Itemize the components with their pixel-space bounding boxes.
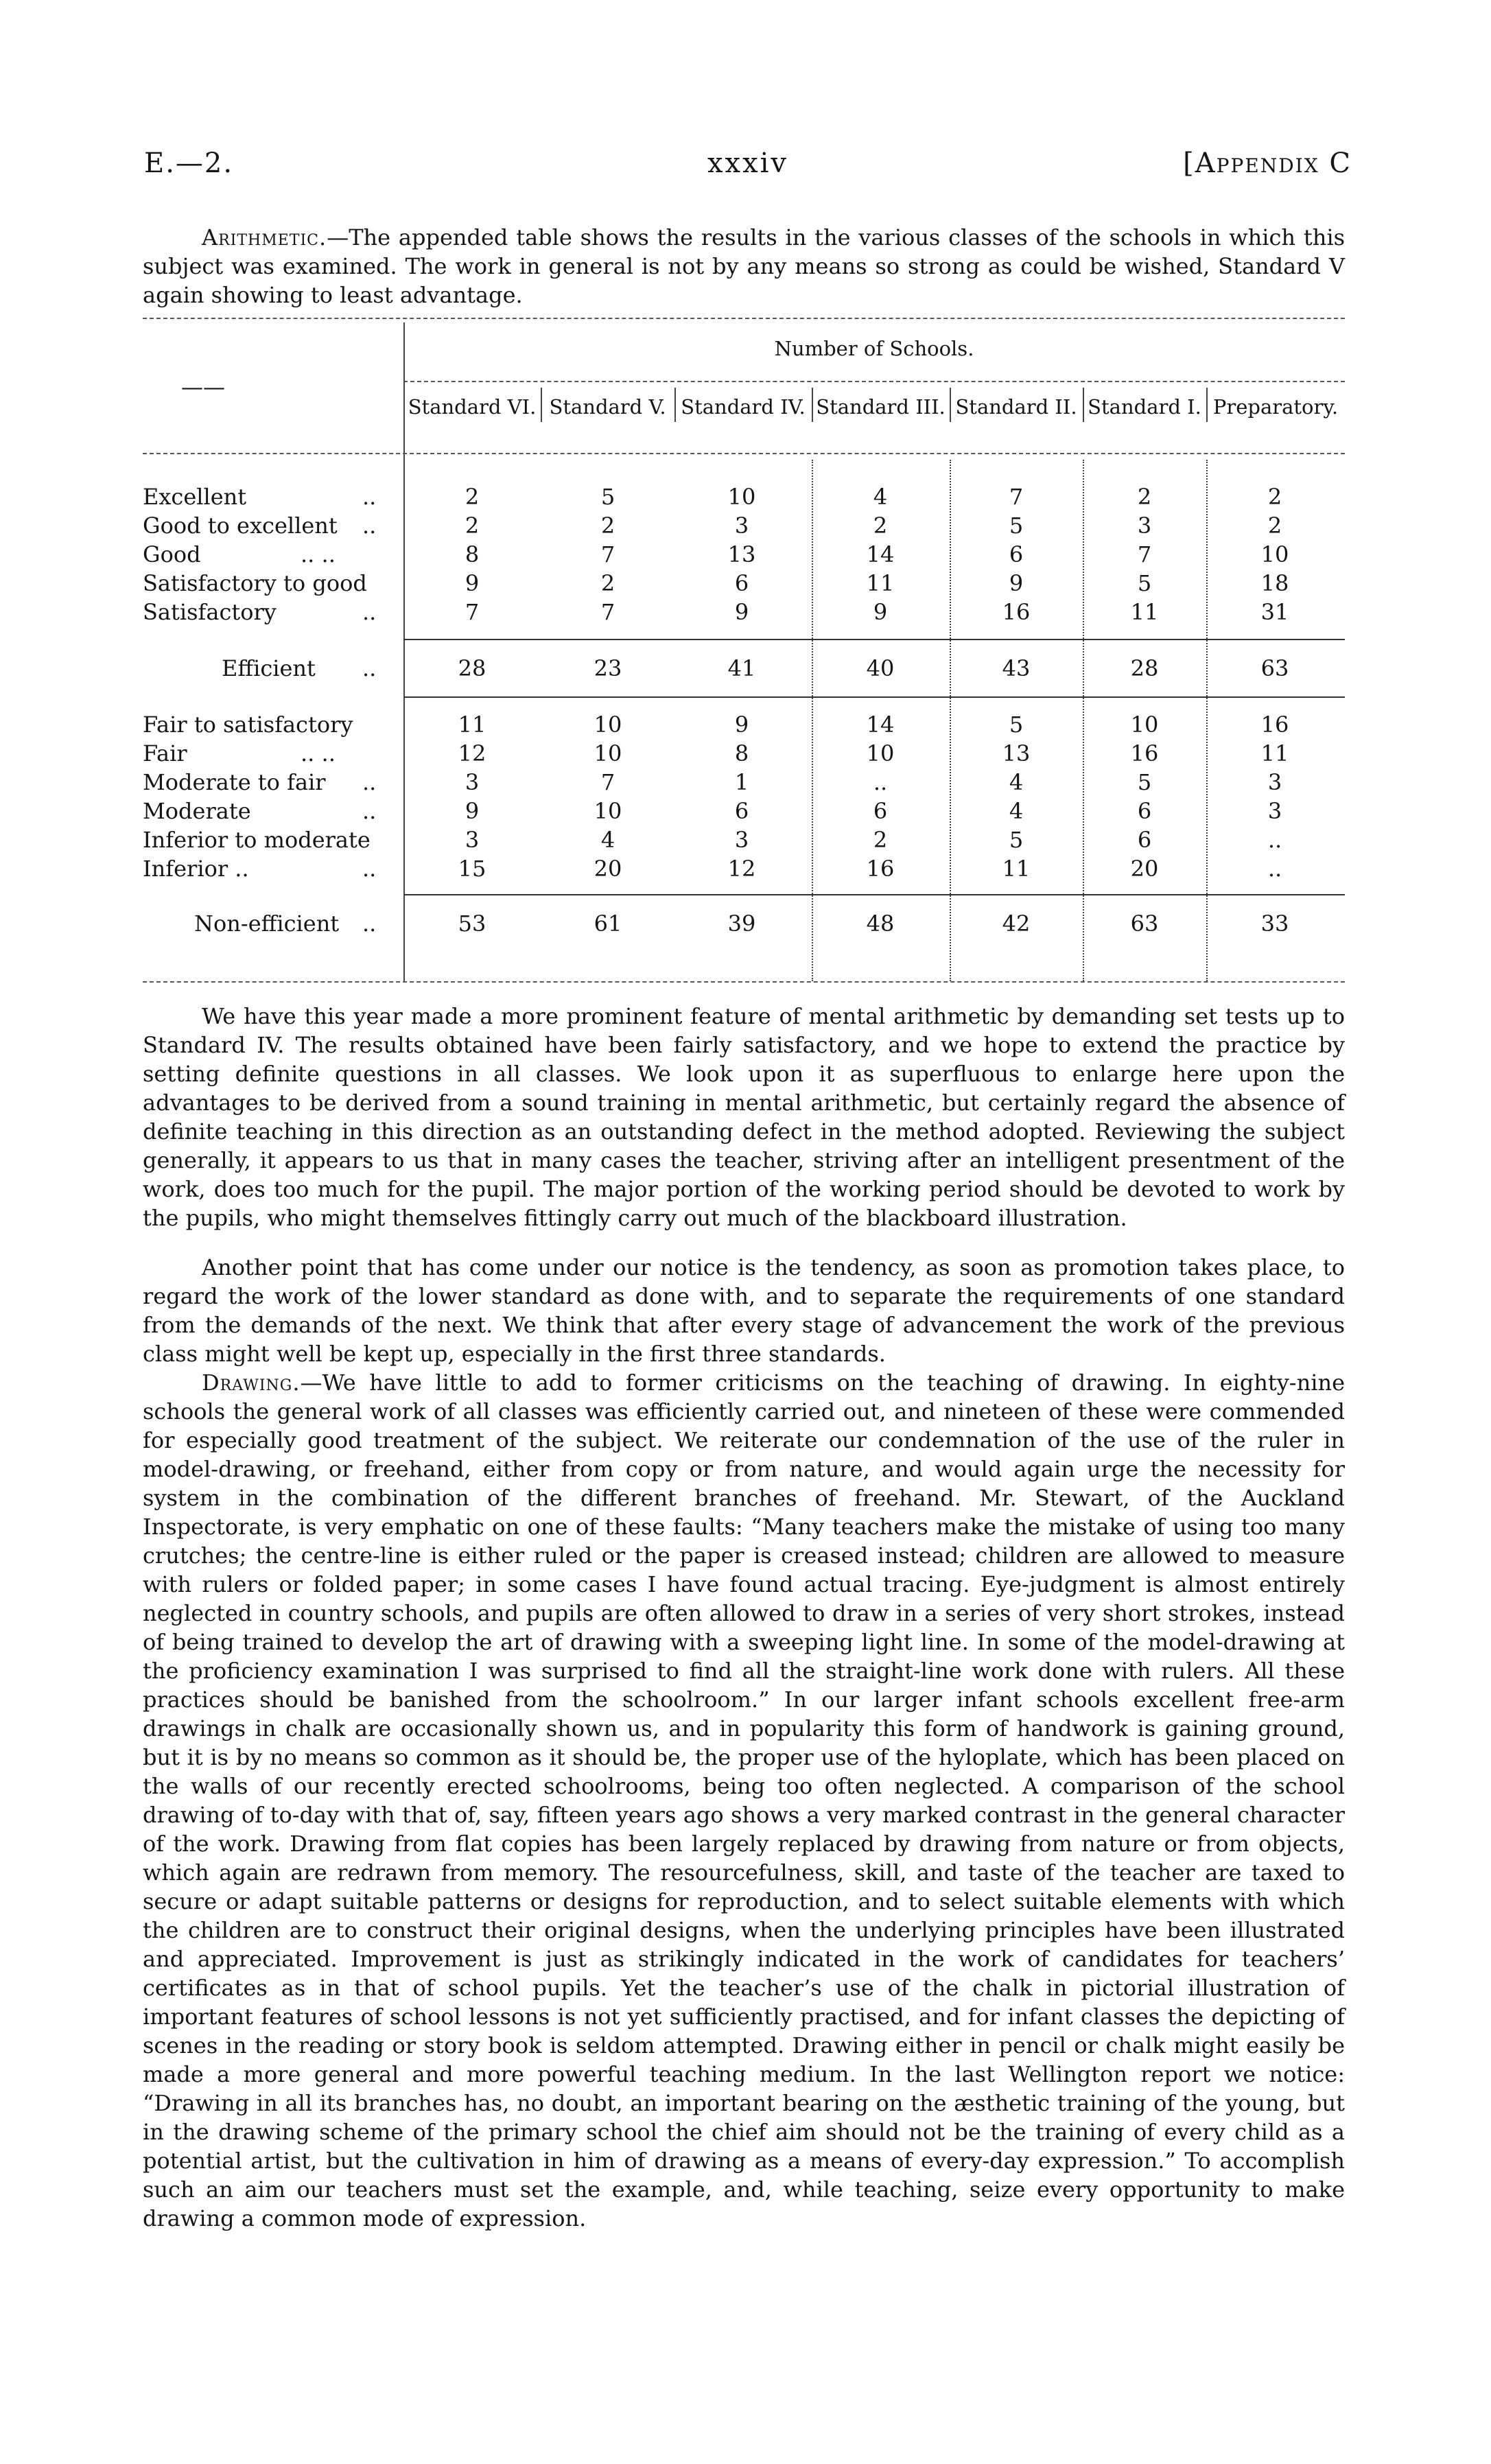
table-cell: 7 xyxy=(600,541,615,567)
table-cell: 7 xyxy=(600,599,615,625)
table-cell: .. xyxy=(1267,827,1282,853)
leader-dots: .. xyxy=(362,599,377,625)
table-cell: 3 xyxy=(1267,769,1282,795)
row-label: Satisfactory to good xyxy=(143,570,367,596)
leader-dots: .. xyxy=(362,655,377,681)
group-header: Number of Schools. xyxy=(774,337,974,360)
table-cell: 31 xyxy=(1260,599,1289,625)
leader-dots: .. xyxy=(362,911,377,937)
table-bottom-rule xyxy=(143,981,1345,983)
report-code: E.—2. xyxy=(144,148,234,179)
header-bottom-rule xyxy=(143,453,1345,454)
table-cell: 13 xyxy=(727,541,756,567)
table-cell: 10 xyxy=(594,712,622,738)
table-cell: 14 xyxy=(866,712,895,738)
drawing-text: —We have little to add to former criticisms on the teaching of drawing. In eighty-nine schools the general work of all classes was efficiently carried out, and nineteen of these were commended for especially good treatment of the subject. We reiterate our condemnation of the use of the ruler in model-drawing, or freehand, either from copy or from nature, and would again urge the necessity for system in the combination of the different branches of freehand. Mr. Stewart, of the Auckland Inspectorate, is very emphatic on one of these faults: “Many teachers make the mistake of using too many crutches; the centre-line is either ruled or the paper is creased instead; children are allowed to measure with rulers or folded paper; in some cases I have found actual tracing. Eye-judgment is almost entirely neglected in country schools, and pupils are often allowed to draw in a series of very short strokes, instead of being trained to develop the art of drawing with a sweeping light line. In some of the model-drawing at the proficiency examination I was surprised to find all the straight-line work done with rulers. All these practices should be banished from the schoolroom.” In our larger infant schools excellent free-arm drawings in chalk are occasionally shown us, and in popularity this form of handwork is gaining ground, but it is by no means so common as it should be, the proper use of the hyloplate, which has been placed on the walls of our recently erected schoolrooms, being too often neglected. A comparison of the school drawing of to-day with that of, say, fifteen years ago shows a very marked contrast in the general character of the work. Drawing from flat copies has been largely replaced by drawing from nature or from objects, which again are redrawn from memory. The resourcefulness, skill, and taste of the teacher are taxed to secure or adapt suitable patterns or designs for reproduction, and to select suitable elements with which the children are to construct their original designs, when the underlying principles have been illustrated and appreciated. Improvement is just as strikingly indicated in the work of candidates for teachers’ certificates as in that of school pupils. Yet the teacher’s use of the chalk in pictorial illustration of important features of school lessons is not yet sufficiently practised, and for infant classes the depicting of scenes in the reading or story book is seldom attempted. Drawing either in pencil or chalk might easily be made a more general and more powerful teaching medium. In the last Wellington report we notice: “Drawing in all its branches has, no doubt, an important bearing on the æsthetic training of the young, but in the drawing scheme of the primary school the chief aim should not be the training of every child as a potential artist, but the cultivation in him of drawing as a means of every-day expression.” To accomplish such an aim our teachers must set the example, and, while teaching, seize every opportunity to make drawing a common mode of expression. xyxy=(143,1370,1345,2231)
drawing-paragraph xyxy=(143,1368,1345,2233)
table-cell: 6 xyxy=(1137,798,1152,824)
col-divider xyxy=(1206,460,1208,981)
table-cell: 4 xyxy=(1009,769,1024,795)
nonefficient-total-label: Non-efficient xyxy=(194,911,340,937)
table-top-rule xyxy=(143,318,1345,319)
drawing-heading: Drawing. xyxy=(202,1370,301,1396)
table-cell: 7 xyxy=(465,599,480,625)
table-cell: 5 xyxy=(600,484,615,510)
table-cell: 9 xyxy=(465,570,480,596)
table-cell: 16 xyxy=(866,856,895,882)
table-cell: 16 xyxy=(1260,712,1289,738)
table-cell: 63 xyxy=(1130,911,1159,937)
arithmetic-heading: Arithmetic. xyxy=(202,224,327,250)
table-cell: 10 xyxy=(594,740,622,766)
table-cell: 10 xyxy=(1260,541,1289,567)
table-cell: 8 xyxy=(465,541,480,567)
table-cell: 20 xyxy=(594,856,622,882)
table-cell: 9 xyxy=(734,712,749,738)
table-cell: 11 xyxy=(866,570,895,596)
table-cell: 12 xyxy=(458,740,486,766)
table-cell: 4 xyxy=(600,827,615,853)
row-label: Fair to satisfactory xyxy=(143,712,353,738)
row-label: Inferior to moderate xyxy=(143,827,371,853)
table-cell: 4 xyxy=(1009,798,1024,824)
table-cell: 7 xyxy=(1009,484,1024,510)
table-cell: 2 xyxy=(873,827,888,853)
table-cell: 2 xyxy=(600,570,615,596)
column-header: Standard II. xyxy=(955,395,1077,419)
table-cell: 2 xyxy=(1267,513,1282,539)
column-header: Standard III. xyxy=(816,395,946,419)
row-label: Fair xyxy=(143,740,187,766)
leader-dots: .. .. xyxy=(301,541,336,567)
table-cell: 10 xyxy=(1130,712,1159,738)
table-cell: 11 xyxy=(1260,740,1289,766)
col-divider xyxy=(812,460,813,981)
table-cell: 6 xyxy=(734,798,749,824)
leader-dots: .. xyxy=(362,769,377,795)
table-cell: 3 xyxy=(465,827,480,853)
table-cell: 63 xyxy=(1260,655,1289,681)
column-header: Standard V. xyxy=(549,395,666,419)
table-cell: 40 xyxy=(866,655,895,681)
table-cell: 3 xyxy=(465,769,480,795)
table-cell: 23 xyxy=(594,655,622,681)
table-cell: 5 xyxy=(1009,712,1024,738)
table-cell: 2 xyxy=(1267,484,1282,510)
table-cell: 1 xyxy=(734,769,749,795)
row-label: Inferior .. xyxy=(143,856,249,882)
row-label: Excellent xyxy=(143,484,247,510)
column-header: Standard I. xyxy=(1088,395,1201,419)
table-cell: 28 xyxy=(1130,655,1159,681)
column-header: Preparatory. xyxy=(1212,395,1339,419)
table-divider xyxy=(403,322,405,981)
table-cell: 2 xyxy=(600,513,615,539)
table-cell: 7 xyxy=(600,769,615,795)
table-cell: .. xyxy=(1267,856,1282,882)
row-label: Satisfactory xyxy=(143,599,277,625)
leader-dots: .. xyxy=(362,484,377,510)
leader-dots: .. xyxy=(362,856,377,882)
table-cell: 6 xyxy=(1137,827,1152,853)
group-header-rule xyxy=(403,381,1345,382)
arithmetic-intro-text: —The appended table shows the results in the various classes of the schools in which this subject was examined. The work in general is not by any means so strong as could be wished, Standard V again showing to least advantage. xyxy=(143,224,1345,308)
table-cell: 2 xyxy=(1137,484,1152,510)
col-divider xyxy=(1083,460,1084,981)
table-cell: 7 xyxy=(1137,541,1152,567)
table-cell: 10 xyxy=(866,740,895,766)
table-cell: 20 xyxy=(1130,856,1159,882)
table-cell: 5 xyxy=(1137,570,1152,596)
table-cell: 6 xyxy=(873,798,888,824)
column-header: Standard VI. xyxy=(408,395,537,419)
table-cell: 15 xyxy=(458,856,486,882)
table-cell: 42 xyxy=(1002,911,1031,937)
table-cell: .. xyxy=(873,769,888,795)
table-cell: 3 xyxy=(1267,798,1282,824)
table-corner: —— xyxy=(181,374,225,400)
efficient-total-label: Efficient xyxy=(222,655,316,681)
table-cell: 11 xyxy=(458,712,486,738)
row-label: Moderate xyxy=(143,798,251,824)
row-label: Good to excellent xyxy=(143,513,338,539)
col-divider xyxy=(950,460,951,981)
table-cell: 43 xyxy=(1002,655,1031,681)
leader-dots: .. xyxy=(362,513,377,539)
table-cell: 9 xyxy=(873,599,888,625)
table-cell: 4 xyxy=(873,484,888,510)
table-cell: 11 xyxy=(1130,599,1159,625)
table-cell: 6 xyxy=(1009,541,1024,567)
leader-dots: .. .. xyxy=(301,740,336,766)
table-cell: 11 xyxy=(1002,856,1031,882)
table-cell: 2 xyxy=(465,513,480,539)
table-cell: 10 xyxy=(727,484,756,510)
table-cell: 9 xyxy=(465,798,480,824)
table-cell: 5 xyxy=(1009,513,1024,539)
table-cell: 33 xyxy=(1260,911,1289,937)
table-cell: 16 xyxy=(1130,740,1159,766)
appendix-label: [Appendix C xyxy=(1183,148,1352,179)
subtotal-rule xyxy=(403,639,1345,640)
results-table xyxy=(143,312,1345,992)
table-cell: 3 xyxy=(734,827,749,853)
table-cell: 39 xyxy=(727,911,756,937)
table-cell: 28 xyxy=(458,655,486,681)
subtotal-rule xyxy=(403,696,1345,698)
table-cell: 53 xyxy=(458,911,486,937)
mental-arithmetic-paragraph: We have this year made a more prominent feature of mental arithmetic by demanding set tests up to Standard IV. The results obtained have been fairly satisfactory, and we hope to extend the practice by setting definite questions in all classes. We look upon it as superfluous to enlarge here upon the advantages to be derived from a sound training in mental arithmetic, but certainly regard the absence of definite teaching in this direction as an outstanding defect in the method adopted. Reviewing the subject generally, it appears to us that in many cases the teacher, striving after an intelligent presentment of the work, does too much for the pupil. The major portion of the working period should be devoted to work by the pupils, who might themselves fittingly carry out much of the blackboard illustration. xyxy=(143,1003,1345,1231)
table-cell: 16 xyxy=(1002,599,1031,625)
table-cell: 5 xyxy=(1009,827,1024,853)
arithmetic-intro xyxy=(143,223,1345,309)
column-header: Standard IV. xyxy=(681,395,806,419)
table-cell: 48 xyxy=(866,911,895,937)
table-cell: 8 xyxy=(734,740,749,766)
subtotal-rule xyxy=(403,894,1345,895)
table-cell: 6 xyxy=(734,570,749,596)
promotion-paragraph: Another point that has come under our notice is the tendency, as soon as promotion takes place, to regard the work of the lower standard as done with, and to separate the requirements of one standard from the demands of the next. We think that after every stage of advancement the work of the previous class might well be kept up, especially in the first three standards. xyxy=(143,1254,1345,1367)
table-cell: 2 xyxy=(465,484,480,510)
table-cell: 10 xyxy=(594,798,622,824)
table-cell: 61 xyxy=(594,911,622,937)
table-cell: 2 xyxy=(873,513,888,539)
leader-dots: .. xyxy=(362,798,377,824)
row-label: Moderate to fair xyxy=(143,769,326,795)
table-cell: 3 xyxy=(734,513,749,539)
page-header xyxy=(144,148,1352,189)
table-cell: 9 xyxy=(1009,570,1024,596)
table-cell: 41 xyxy=(727,655,756,681)
table-cell: 12 xyxy=(727,856,756,882)
table-cell: 14 xyxy=(866,541,895,567)
table-cell: 13 xyxy=(1002,740,1031,766)
table-cell: 5 xyxy=(1137,769,1152,795)
table-cell: 18 xyxy=(1260,570,1289,596)
table-cell: 9 xyxy=(734,599,749,625)
row-label: Good xyxy=(143,541,201,567)
page-number: xxxiv xyxy=(707,148,789,179)
table-cell: 3 xyxy=(1137,513,1152,539)
